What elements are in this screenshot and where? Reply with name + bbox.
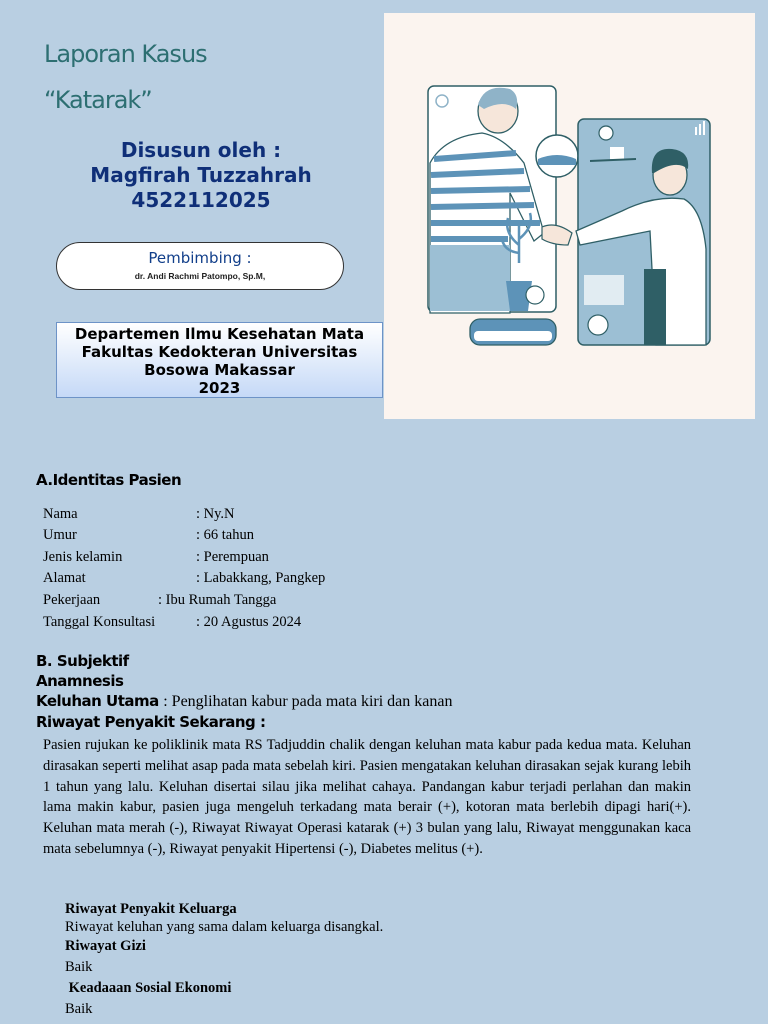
department-line3: Bosowa Makassar [144,361,295,379]
supervisor-box [56,242,344,290]
main-complaint-label: Keluhan Utama [36,692,159,710]
identity-label: Pekerjaan [43,592,101,608]
identity-value: : 20 Agustus 2024 [196,614,302,630]
author-block [40,138,362,213]
department-line4: 2023 [198,379,241,397]
identity-value: : Perempuan [196,549,269,565]
doctor-patient-handshake-illustration [384,13,755,419]
present-illness-heading: Riwayat Penyakit Sekarang : [36,713,266,731]
supervisor-label: Pembimbing : [148,249,252,267]
identity-value: : 66 tahun [196,527,254,543]
department-line1: Departemen Ilmu Kesehatan Mata [74,325,365,343]
identity-label: Tanggal Konsultasi [43,614,156,630]
department-box [56,322,383,398]
author-name: Magfirah Tuzzahrah [90,163,312,187]
main-complaint [36,692,452,711]
present-illness-text: Pasien rujukan ke poliklinik mata RS Tadjuddin chalik dengan keluhan mata kabur pada kedua mata. Keluhan dirasakan seperti melihat asap pada mata sebelah kiri. Pasien mengatakan keluhan dirasakan sejak kurang lebih 1 tahun yang lalu. Keluhan disertai silau jika melihat cahaya. Pandangan kabur terjadi perlahan dan makin lama makin kabur, pasien juga mengeluh terkadang mata berair (+), kotoran mata berlebih dipagi hari(+). Keluhan mata merah (-), Riwayat Riwayat Operasi katarak (+) 3 bulan yang lalu, Riwayat menggunakan kaca mata sebelumnya (-), Riwayat penyakit Hipertensi (-), Diabetes melitus (+). [43,737,691,857]
identity-label: Nama [43,506,78,522]
supervisor-name: dr. Andi Rachmi Patompo, Sp.M, [134,271,266,281]
author-id: 4522112025 [131,188,271,212]
identity-value: : Labakkang, Pangkep [196,570,326,586]
socioeconomic-heading: Keadaaan Sosial Ekonomi [65,980,232,996]
author-label: Disusun oleh : [120,138,282,162]
main-complaint-value: : Penglihatan kabur pada mata kiri dan kanan [163,693,453,710]
department-line2: Fakultas Kedokteran Universitas [81,343,358,361]
subjective-heading: B. Subjektif [36,652,129,670]
socioeconomic-text: Baik [65,1001,93,1017]
family-history-text: Riwayat keluhan yang sama dalam keluarga disangkal. [65,919,384,935]
report-title-line2: “Katarak” [44,86,152,114]
nutrition-history-text: Baik [65,959,93,975]
identity-heading: A.Identitas Pasien [36,471,182,489]
anamnesis-heading: Anamnesis [36,672,124,690]
nutrition-history-heading: Riwayat Gizi [65,938,146,954]
identity-label: Umur [43,527,77,543]
identity-label: Jenis kelamin [43,549,123,565]
family-history-heading: Riwayat Penyakit Keluarga [65,901,237,917]
identity-value: : Ibu Rumah Tangga [158,592,277,608]
report-title-line1: Laporan Kasus [44,40,207,68]
identity-label: Alamat [43,570,86,586]
identity-value: : Ny.N [196,506,235,522]
